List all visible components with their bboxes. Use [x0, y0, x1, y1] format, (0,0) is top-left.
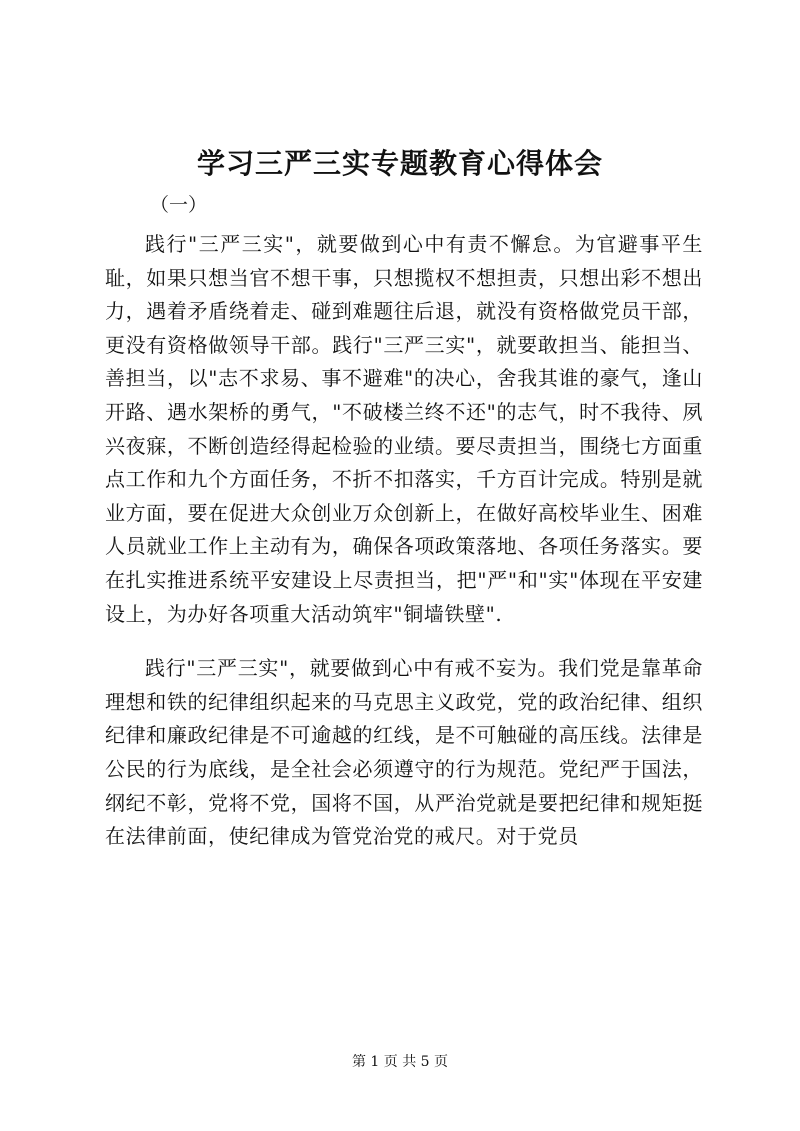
- page-footer: 第 1 页 共 5 页: [351, 1054, 449, 1070]
- body-paragraph: 践行"三严三实"，就要做到心中有责不懈怠。为官避事平生耻，如果只想当官不想干事，只想揽权不想担责，只想出彩不想出力，遇着矛盾绕着走、碰到难题往后退，就没有资格做党员干部，更没有资格做领导干部。践行"三严三实"，就要敢担当、能担当、善担当，以"志不求易、事不避难"的决心，舍我其谁的豪气，逢山开路、遇水架桥的勇气，"不破楼兰终不还"的志气，时不我待、夙兴夜寐，不断创造经得起检验的业绩。要尽责担当，围绕七方面重点工作和九个方面任务，不折不扣落实，千方百计完成。特别是就业方面，要在促进大众创业万众创新上，在做好高校毕业生、困难人员就业工作上主动有为，确保各项政策落地、各项任务落实。要在扎实推进系统平安建设上尽责担当，把"严"和"实"体现在平安建设上，为办好各项重大活动筑牢"铜墙铁壁".: [105, 232, 703, 626]
- body-paragraph: 践行"三严三实"，就要做到心中有戒不妄为。我们党是靠革命理想和铁的纪律组织起来的马克思主义政党，党的政治纪律、组织纪律和廉政纪律是不可逾越的红线，是不可触碰的高压线。法律是公民的行为底线，是全社会必须遵守的行为规范。党纪严于国法，纲纪不彰，党将不党，国将不国，从严治党就是要把纪律和规矩挺在法律前面，使纪律成为管党治党的戒尺。对于党员: [105, 656, 703, 849]
- section-label: （一）: [150, 194, 208, 216]
- document-body: [105, 228, 703, 875]
- document-title: 学习三严三实专题教育心得体会: [196, 147, 603, 180]
